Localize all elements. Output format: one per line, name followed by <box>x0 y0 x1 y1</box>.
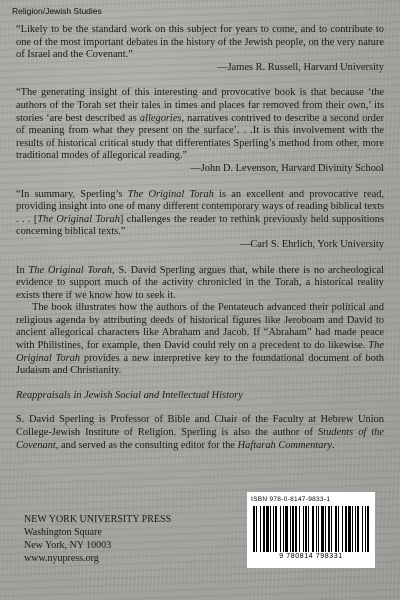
barcode-bar <box>325 506 326 552</box>
barcode-bar <box>275 506 277 552</box>
publisher-address-line-1: Washington Square <box>24 527 102 538</box>
barcode-bar <box>305 506 307 552</box>
barcode-bars <box>253 506 369 552</box>
blurb-attribution: —John D. Levenson, Harvard Divinity School <box>190 162 384 174</box>
barcode-bar <box>292 506 294 552</box>
publisher-url: www.nyupress.org <box>24 553 99 564</box>
description-paragraph-2: The book illustrates how the authors of the Pentateuch advanced their political and religious agenda by attributing deeds of historical figures like Jeroboam and David to ancient allegorical characters like Abraham and Jacob. If “Abraham” had made peace with Philistines, for example, then David could rely on a precedent to do likewise. The Original Torah provides a new interpretive key to the foundational document of both Judaism and Christianity. <box>16 302 384 377</box>
publisher-name: NEW YORK UNIVERSITY PRESS <box>24 514 172 525</box>
author-bio: S. David Sperling is Professor of Bible and Chair of the Faculty at Hebrew Union College-Jewish Institute of Religion. Sperling is also the author of Students of the Covenant, and served as the consulting editor for the Haftarah Commentary. <box>16 414 384 451</box>
barcode-bar <box>362 506 363 552</box>
barcode-bar <box>355 506 356 552</box>
blurb-quote: “In summary, Sperling’s The Original Torah is an excellent and provocative read, providing insight into one of many different contemporary ways of reading biblical texts . . . [The Original Torah] challenges the reader to rethink previously held suppositions concerning biblical texts.” <box>16 188 385 238</box>
blurb-attribution: —Carl S. Ehrlich, York University <box>239 238 384 250</box>
barcode-bar <box>342 506 343 552</box>
barcode-bar <box>318 506 319 552</box>
barcode-number: 9 780814 798331 <box>279 553 343 560</box>
barcode-bar <box>328 506 330 552</box>
blurb-ehrlich <box>16 189 384 252</box>
barcode-bar <box>345 506 347 552</box>
publisher-block <box>24 513 171 565</box>
isbn-label: ISBN 978-0-8147-9833-1 <box>251 496 331 503</box>
description-paragraph-1: In The Original Torah, S. David Sperling argues that, while there is no archeological evidence to support much of the activity chronicled in the Torah, a historical reality exists there if we know how to seek it. <box>16 264 385 301</box>
blurb-levenson <box>16 87 384 175</box>
barcode-bar <box>263 506 265 552</box>
series-title: Reappraisals in Jewish Social and Intellectual History <box>16 389 243 401</box>
barcode-bar <box>253 506 255 552</box>
blurb-quote: “Likely to be the standard work on this subject for years to come, and to contribute to one of the most important debates in the history of the Jewish people, on the very nature of Israel and the Covenant.” <box>16 24 384 61</box>
barcode-bar <box>283 506 284 552</box>
barcode-bar <box>285 506 288 552</box>
blurb-attribution: —James R. Russell, Harvard University <box>217 61 384 73</box>
barcode-bar <box>331 506 332 552</box>
barcode-bar <box>321 506 324 552</box>
barcode-bar <box>352 506 353 552</box>
barcode-bar <box>312 506 314 552</box>
barcode-bar <box>295 506 297 552</box>
barcode-bar <box>266 506 269 552</box>
barcode-bar <box>357 506 359 552</box>
barcode-bar <box>338 506 339 552</box>
barcode-bar <box>280 506 281 552</box>
barcode-bar <box>308 506 309 552</box>
barcode-bar <box>348 506 351 552</box>
barcode-bar <box>256 506 257 552</box>
barcode-bar <box>365 506 366 552</box>
barcode-bar <box>303 506 304 552</box>
barcode-box <box>247 492 375 568</box>
barcode-bar <box>260 506 261 552</box>
barcode-bar <box>299 506 300 552</box>
barcode-bar <box>335 506 337 552</box>
category-label: Religion/Jewish Studies <box>12 6 102 16</box>
barcode-bar <box>270 506 271 552</box>
barcode-bar <box>367 506 369 552</box>
blurb-quote: “The generating insight of this interesting and provocative book is that because ‘the authors of the Torah set their tales in times and places far removed from their own,’ its stories ‘are best described as allegories, narratives contrived to describe a second order of meaning from what they present on the surface’. . .It is this involvement with the results of historical critical study that differentiates Sperling’s method from other, more traditional modes of allegorical reading.” <box>16 87 384 162</box>
publisher-address-line-2: New York, NY 10003 <box>24 540 112 551</box>
barcode-bar <box>273 506 274 552</box>
barcode-bar <box>290 506 291 552</box>
back-cover-text <box>16 24 384 452</box>
barcode-bar <box>316 506 317 552</box>
blurb-russell <box>16 24 384 74</box>
